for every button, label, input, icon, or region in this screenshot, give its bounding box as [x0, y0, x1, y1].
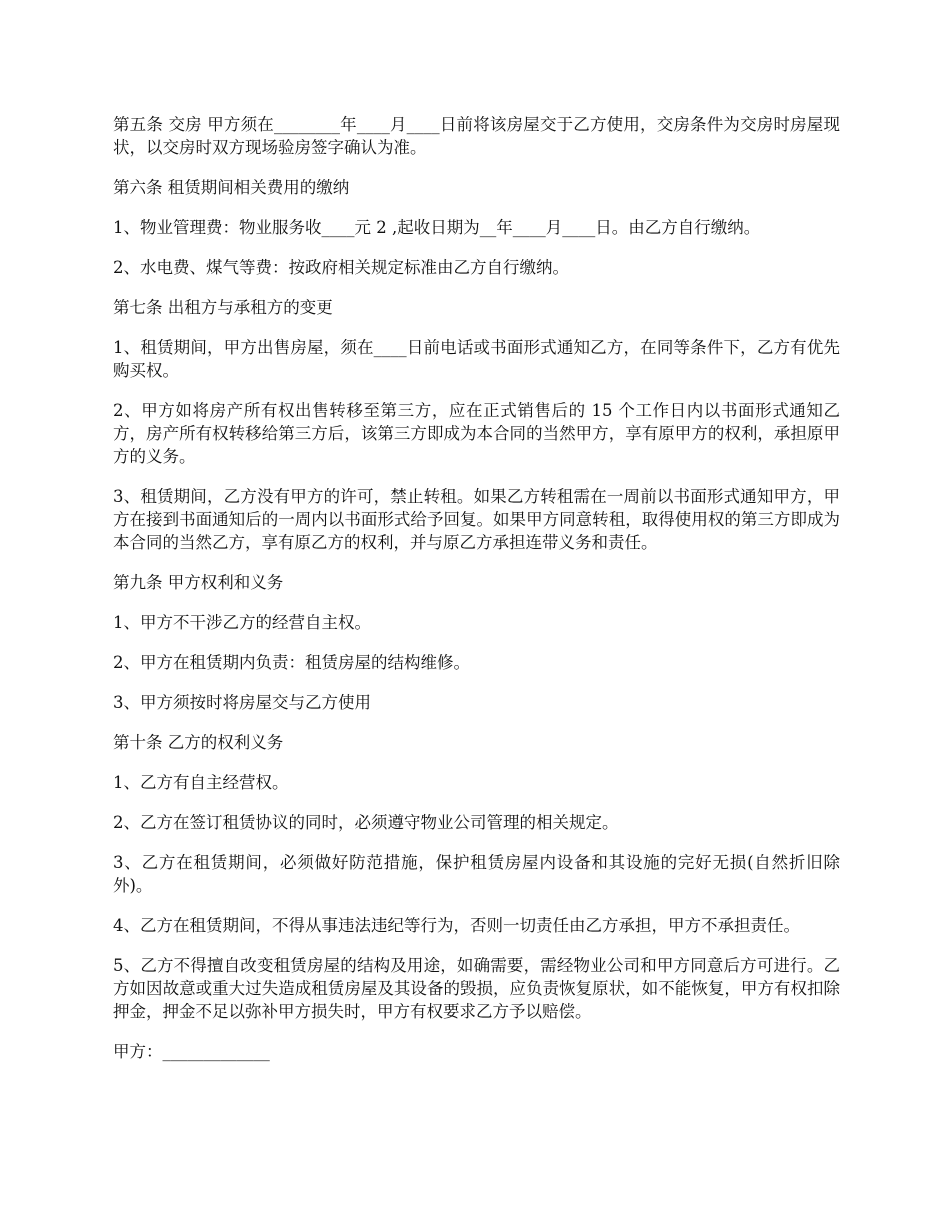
clause-5-delivery: 第五条 交房 甲方须在________年____月____日前将该房屋交于乙方使用，交房条件为交房时房屋现状，以交房时双方现场验房签字确认为准。 [113, 115, 840, 157]
clause-7-heading: 第七条 出租方与承租方的变更 [113, 298, 333, 317]
clause-9-item-2: 2、甲方在租赁期内负责：租赁房屋的结构维修。 [113, 653, 470, 672]
clause-6-item-1: 1、物业管理费：物业服务收____元 2 ,起收日期为__年____月____日。由乙方自行缴纳。 [113, 218, 761, 237]
clause-7-item-3: 3、租赁期间，乙方没有甲方的许可，禁止转租。如果乙方转租需在一周前以书面形式通知甲方，甲方在接到书面通知后的一周内以书面形式给予回复。如果甲方同意转租，取得使用权的第三方即成为本合同的当然乙方，享有原乙方的权利，并与原乙方承担连带义务和责任。 [113, 487, 840, 552]
clause-10-heading: 第十条 乙方的权利义务 [113, 733, 284, 752]
clause-10-item-5: 5、乙方不得擅自改变租赁房屋的结构及用途，如确需要，需经物业公司和甲方同意后方可进行。乙方如因故意或重大过失造成租赁房屋及其设备的毁损，应负责恢复原状，如不能恢复，甲方有权扣除押金，押金不足以弥补甲方损失时，甲方有权要求乙方予以赔偿。 [113, 956, 840, 1021]
clause-9-item-1: 1、甲方不干涉乙方的经营自主权。 [113, 613, 371, 632]
clause-9-heading: 第九条 甲方权利和义务 [113, 573, 284, 592]
clause-10-item-2: 2、乙方在签订租赁协议的同时，必须遵守物业公司管理的相关规定。 [113, 813, 619, 832]
clause-6-item-2: 2、水电费、煤气等费：按政府相关规定标准由乙方自行缴纳。 [113, 258, 569, 277]
clause-9-item-3: 3、甲方须按时将房屋交与乙方使用 [113, 693, 371, 712]
party-a-signature-line: 甲方：_____________ [113, 1042, 270, 1061]
clause-10-item-1: 1、乙方有自主经营权。 [113, 773, 289, 792]
clause-10-item-4: 4、乙方在租赁期间，不得从事违法违纪等行为，否则一切责任由乙方承担，甲方不承担责任。 [113, 916, 800, 935]
clause-10-item-3: 3、乙方在租赁期间，必须做好防范措施，保护租赁房屋内设备和其设施的完好无损(自然折旧除外)。 [113, 853, 840, 895]
clause-7-item-1: 1、租赁期间，甲方出售房屋，须在____日前电话或书面形式通知乙方，在同等条件下，乙方有优先购买权。 [113, 338, 840, 380]
clause-6-heading: 第六条 租赁期间相关费用的缴纳 [113, 178, 350, 197]
document-page [113, 113, 840, 1080]
clause-7-item-2: 2、甲方如将房产所有权出售转移至第三方，应在正式销售后的 15 个工作日内以书面形式通知乙方，房产所有权转移给第三方后，该第三方即成为本合同的当然甲方，享有原甲方的权利，承担原甲方的义务。 [113, 401, 840, 466]
